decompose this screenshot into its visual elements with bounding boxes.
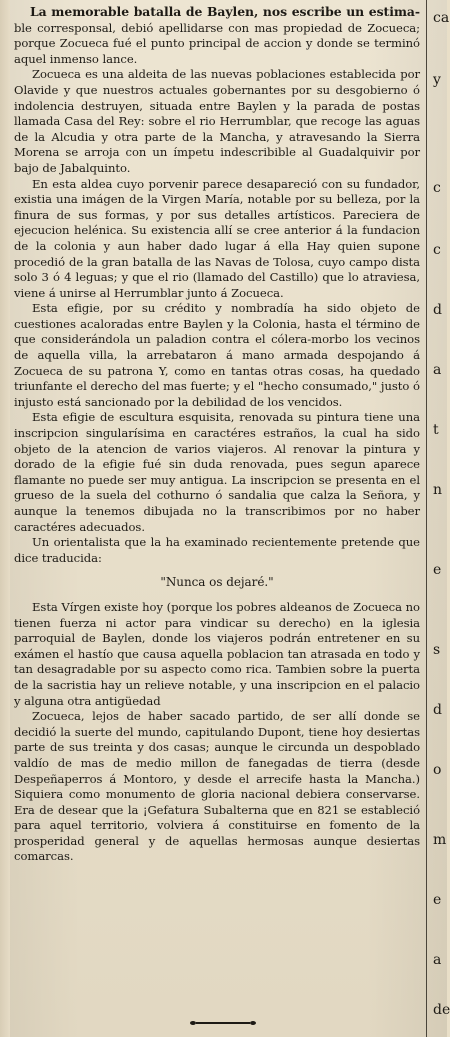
adjacent-column-fragment: e bbox=[433, 562, 442, 578]
adjacent-column-fragment: de bbox=[433, 1002, 450, 1018]
paragraph-6: Esta Vírgen existe hoy (porque los pobres aldeanos de Zocueca no tienen fuerza ni actor para vindicar su derecho) en la iglesia parroquial de Baylen, donde los viajeros podrán entretener en su exámen el hastío que causa aquella poblacion tan atrasada en todo y tan desagradable por su aspecto como rica. Tambien sobre la puerta de la sacristia hay un relieve notable, y una inscripcion en el palacio y alguna otra antigüedad bbox=[14, 599, 420, 708]
paragraph-1: Zocueca es una aldeita de las nuevas poblaciones establecida por Olavide y que nuestros actuales gobernantes por su desgobierno ó indolencia destruyen, situada entre Baylen y la parada de postas llamada Casa del Rey: sobre el rio Herrumblar, que recoge las aguas de la Alcudia y otra parte de la Mancha, y atravesando la Sierra Morena se arroja con un ímpetu indescribible al Guadalquivir por bajo de Jabalquinto. bbox=[14, 67, 420, 175]
adjacent-column bbox=[430, 0, 450, 1037]
article-end-ornament bbox=[196, 1022, 250, 1024]
lead-title: La memorable batalla de Baylen, nos escribe un estima- bbox=[30, 4, 420, 19]
adjacent-column-fragment: s bbox=[433, 642, 441, 658]
adjacent-column-fragment: o bbox=[433, 762, 442, 778]
paragraph-5: Un orientalista que la ha examinado recientemente pretende que dice traducida: bbox=[14, 535, 420, 565]
adjacent-column-fragment: t bbox=[433, 422, 439, 438]
paragraph-3: Esta efigie, por su crédito y nombradía ha sido objeto de cuestiones acaloradas entre Baylen y la Colonia, hasta el término de que considerándola un paladion contra el cólera-morbo los vecinos de aquella villa, la arrebataron á mano armada despojando á Zocueca de su patrona Y, como en tantas otras cosas, ha quedado triunfante el derecho del mas fuerte; y el "hecho consumado," justo ó injusto está sancionado por la debilidad de los vencidos. bbox=[14, 301, 420, 409]
adjacent-column-fragment: ca bbox=[433, 10, 450, 26]
adjacent-column-fragment: a bbox=[433, 362, 442, 378]
lead-text: ble corresponsal, debió apellidarse con mas propiedad de Zocueca; porque Zocueca fué el punto principal de accion y donde se terminó aquel inmenso lance. bbox=[14, 20, 420, 66]
lead-paragraph bbox=[14, 4, 420, 67]
adjacent-column-fragment: a bbox=[433, 952, 442, 968]
page-edge bbox=[0, 0, 10, 1037]
adjacent-column-fragment: d bbox=[433, 302, 442, 318]
adjacent-column-fragment: c bbox=[433, 242, 441, 258]
paragraph-7: Zocueca, lejos de haber sacado partido, de ser allí donde se decidió la suerte del mundo, capitulando Dupont, tiene hoy desiertas parte de sus treinta y dos casas; aunque le circunda un despoblado valdío de mas de medio millon de fanegadas de tierra (desde Despeñaperros á Montoro, y desde el arrecife hasta la Mancha.) Siquiera como monumento de gloria nacional debiera conservarse. Era de desear que la ¡Gefatura Subalterna que en 821 se estableció para aquel territorio, volviera á constituirse en fomento de la prosperidad general y de aquellas hermosas aunque desiertas comarcas. bbox=[14, 709, 420, 864]
column-rule bbox=[426, 0, 427, 1037]
paragraph-4: Esta efigie de escultura esquisita, renovada su pintura tiene una inscripcion singularísima en caractéres estraños, la cual ha sido objeto de la atencion de varios viajeros. Al renovar la pintura y dorado de la efigie fué sin duda renovada, pues segun aparece flamante no puede ser muy antigua. La inscripcion se presenta en el grueso de la suela del cothurno ó sandalia que calza la Señora, y aunque la tenemos dibujada no la transcribimos por no haber caractéres adecuados. bbox=[14, 410, 420, 534]
adjacent-column-fragment: m bbox=[433, 832, 447, 848]
adjacent-column-fragment: d bbox=[433, 702, 442, 718]
adjacent-column-fragment: n bbox=[433, 482, 443, 498]
adjacent-column-fragment: e bbox=[433, 892, 442, 908]
paragraph-2: En esta aldea cuyo porvenir parece desapareció con su fundador, existia una imágen de la Virgen María, notable por su belleza, por la finura de sus formas, y por sus detalles artísticos. Pareciera de ejecucion helénica. Su existencia allí se cree anterior á la fundacion de la colonia y aun haber dado lugar á ella Hay quien supone procedió de la gran batalla de las Navas de Tolosa, cuyo campo dista solo 3 ó 4 leguas; y que el rio (llamado del Castillo) que lo atraviesa, viene á unirse al Herrumblar junto á Zocueca. bbox=[14, 176, 420, 300]
article-column bbox=[14, 4, 420, 1029]
adjacent-column-fragment: y bbox=[433, 72, 441, 88]
inscription-quote: "Nunca os dejaré." bbox=[160, 575, 274, 590]
adjacent-column-fragment: c bbox=[433, 180, 441, 196]
